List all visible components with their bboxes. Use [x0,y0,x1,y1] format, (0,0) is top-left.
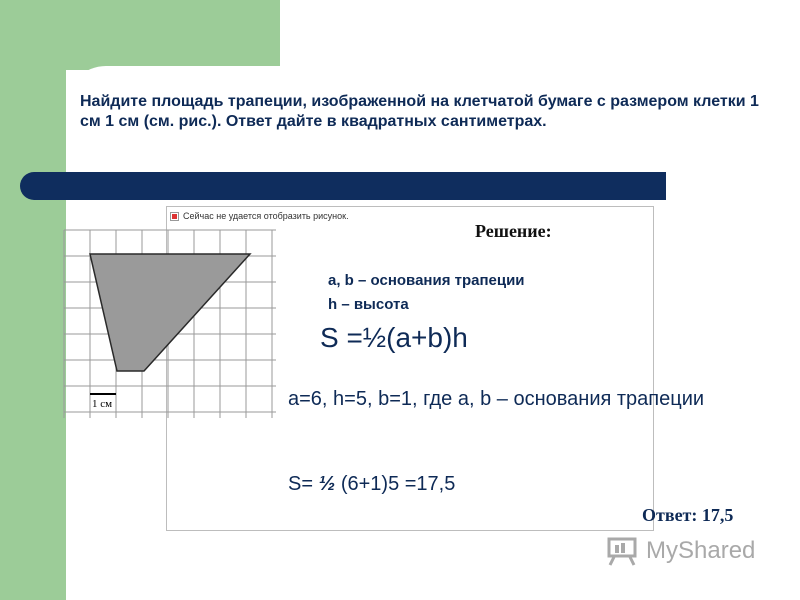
trapezoid-shape [90,254,250,371]
broken-image-text: Сейчас не удается отобразить рисунок. [183,211,349,221]
calc-prefix: S= [288,473,319,495]
area-formula: S =½(a+b)h [320,322,468,353]
trapezoid-figure [60,228,280,420]
broken-image-icon [170,212,179,221]
title-divider-bar [20,172,666,200]
answer: Ответ: 17,5 [642,505,734,525]
given-values: a=6, h=5, b=1, где a, b – основания трапеции [288,388,705,410]
top-green-block [0,0,280,70]
solution-heading: Решение: [475,221,552,241]
logo-text: MyShared [646,537,756,564]
calc-rest: (6+1)5 =17,5 [335,473,456,495]
scale-label: 1 см [92,398,113,410]
left-green-stripe [0,0,66,600]
task-title: Найдите площадь трапеции, изображенной на клетчатой бумаге с размером клетки 1 см 1 см (см. рис.). Ответ дайте в квадратных сантиметрах. [80,93,759,130]
calculation [288,473,455,496]
presentation-board-icon [606,536,640,566]
calc-half: ½ [318,473,336,495]
note-height: h – высота [328,296,409,313]
broken-image-notice [170,211,349,221]
note-bases: a, b – основания трапеции [328,272,525,289]
myshared-logo [606,536,755,566]
